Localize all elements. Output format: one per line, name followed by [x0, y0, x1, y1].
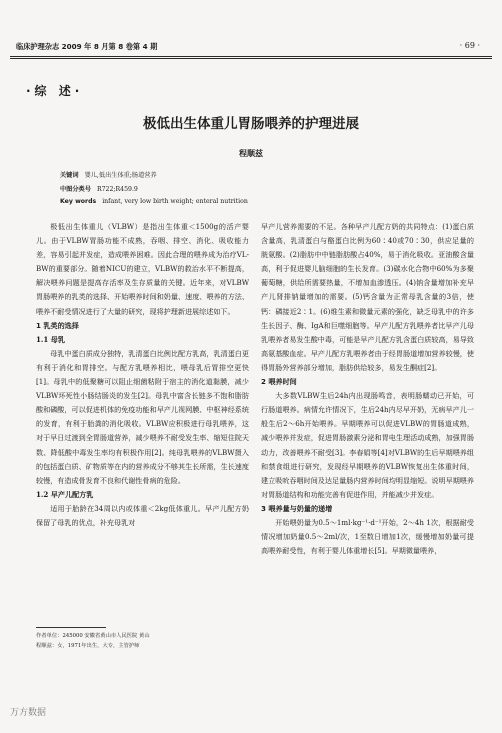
- body-paragraph: 开始喂奶量为0.5～1ml·kg⁻¹·d⁻¹开始，2～4h 1次，根据耐受情况增加奶量0.5～2ml/次，1至数日增加1次，缓慢增加奶量可提高喂养耐受性，有利于婴儿体重增长[5]。早期微量喂养，: [261, 517, 474, 556]
- body-paragraph: 母乳中蛋白质成分独特，乳清蛋白比例比配方乳高，乳清蛋白更有利于消化和胃排空。与配方乳喂养相比，喂母乳后胃排空更快[1]。母乳中的低聚糖可以阻止细菌粘附于宿主的消化道黏膜，减少VLBW坏死性小肠结肠炎的发生[2]。母乳中富含长链多不饱和脂肪酸和磷酸，可以促进机体的免疫功能和早产儿视网膜、中枢神经系统的发育，有利于胎粪的消化吸收。VLBW应积极进行母乳喂养，这对于早日过渡到全胃肠道营养，减少喂养不耐受发生率、缩短住院天数、降低酸中毒发生率均有积极作用[2]。纯母乳喂养的VLBW摄入的包括蛋白质、矿物质等在内的营养成分不够其生长所需，生长速度较慢，有造成骨发育不良和代谢性骨病的危险。: [36, 348, 249, 485]
- body-paragraph: 大多数VLBW生后24h内出现肠鸣音，表明肠蠕动已开始，可行肠道喂养。病情允许情况下，生后24h内尽早开奶，无病早产儿一般生后2～6h开始喂养。早期喂养可以促进VLBW的胃肠道成熟，减少喂养并发症，促进胃肠激素分泌和胃电生理活动成熟，加强胃肠动力，改善喂养不耐受[3]。李春娟等[4]对VLBW的生后早期喂养组和禁食组进行研究，发现经早期喂养的VLBW恢复出生体重时间，建立吸吮吞咽时间及达足量肠内营养时间均明显缩短。说明早期喂养对胃肠道结构和功能完善有促进作用，并能减少并发症。: [261, 391, 474, 499]
- keywords-en: [60, 198, 248, 205]
- keywords-cn-value: 婴儿,低出生体重;肠道营养: [84, 172, 157, 179]
- subsection-heading: 1.2 早产儿配方乳: [36, 489, 94, 499]
- footnote-rule: [36, 627, 106, 628]
- subsection-heading: 1.1 母乳: [36, 334, 65, 344]
- article-title: 极低出生体重儿胃肠喂养的护理进展: [143, 116, 359, 132]
- section-heading: 1 乳类的选择: [36, 320, 79, 330]
- keywords-cn-label: 关键词: [60, 172, 79, 179]
- journal-header: 临床护理杂志 2009 年 8 月第 8 卷第 4 期: [16, 42, 158, 51]
- footnote: [36, 631, 251, 651]
- watermark: 万方数据: [10, 708, 47, 718]
- section-heading: 3 喂养量与奶量的递增: [261, 503, 333, 513]
- footnote-author-bio: 程顺兹：女，1971年出生，大专，主管护师: [36, 643, 140, 649]
- right-column: [261, 220, 474, 558]
- keywords-en-label: Key words: [60, 198, 97, 205]
- section-heading: 2 喂养时间: [261, 377, 297, 387]
- intro-paragraph: 极低出生体重儿（VLBW）是指出生体重＜1500g的活产婴儿。由于VLBW胃肠功能不成熟，吞咽、排空、消化、吸收能力差，容易引起并发症，造成喂养困难。因此合理的喂养成为治疗VL-BW的重要部分。随着NICU的建立，VLBW的救治水平不断提高，解决喂养问题是提高存活率及生存质量的关键。近年来，对VLBW胃肠喂养的乳类的选择、开始喂养时间和奶量、速度、喂养的方法、喂养不耐受情况进行了大量的研究，现将护理新进展综述如下。: [36, 222, 249, 316]
- header-rule-2: [10, 58, 492, 59]
- author-name: 程顺兹: [239, 148, 263, 158]
- classification-label: 中图分类号: [60, 186, 91, 193]
- section-label: ·综 述·: [26, 84, 84, 98]
- classification-number: [60, 184, 138, 193]
- footnote-affiliation: 作者单位：245000 安徽省黄山市人民医院 黄山: [36, 633, 150, 639]
- page-number: · 69 ·: [459, 41, 480, 50]
- body-paragraph: 早产儿营养需要的不足。各种早产儿配方奶的共同特点：(1)蛋白质含量高，乳清蛋白与酪蛋白比例为60∶40或70∶30，供应足量的胱氨酸。(2)脂肪中中链脂肪酸占40%，易于消化吸收。亚油酸含量高，利于促进婴儿脑细胞的生长发育。(3)碳水化合物中60%为多聚葡萄糖，供给所需要热量，不增加血渗透压。(4)钠含量增加补充早产儿肾排钠量增加的需要。(5)钙含量为正常母乳含量的3倍，使钙：磷接近2∶1。(6)维生素和微量元素的强化，缺乏母乳中的许多生长因子、酶、IgA和巨噬细胞等。早产儿配方乳喂养者比早产儿母乳喂养者易发生酸中毒，可能是早产儿配方乳含蛋白质较高，易导致高氨基酸血症。早产儿配方乳喂养者由于经胃肠道增加营养较慢，使得胃肠外营养部分增加，脂肪供给较多，易发生酮症[2]。: [261, 222, 474, 372]
- body-paragraph: 适用于胎龄在34周以内或体重＜2kg低体重儿。早产儿配方奶保留了母乳的优点，补充母乳对: [36, 503, 249, 527]
- left-column: [36, 220, 249, 530]
- keywords-cn: [60, 170, 157, 179]
- keywords-en-value: infant, very low birth weight; enteral nutrition: [102, 198, 248, 205]
- header-rule: [10, 56, 492, 57]
- running-header: [10, 40, 492, 54]
- classification-value: R722;R459.9: [96, 186, 138, 193]
